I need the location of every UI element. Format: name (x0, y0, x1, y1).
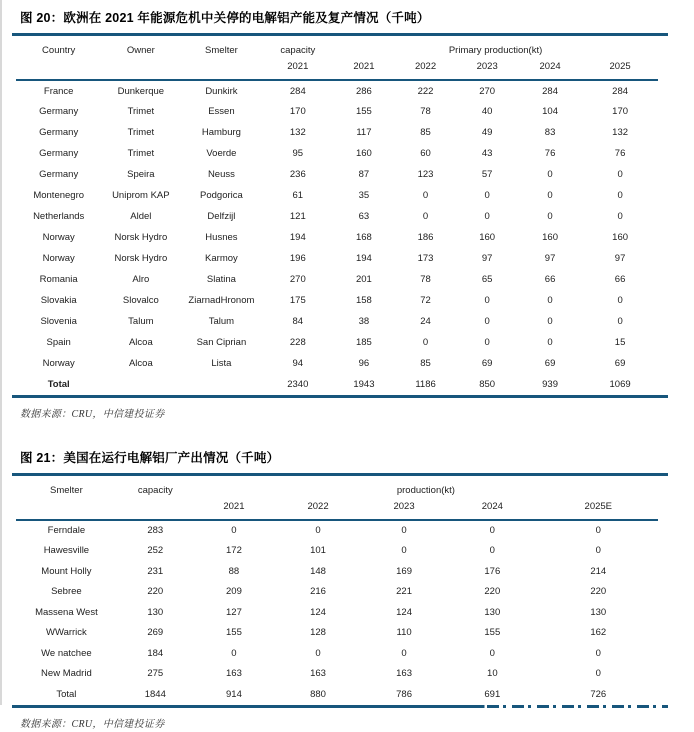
table-cell: 284 (542, 85, 558, 97)
table-cell: 220 (590, 586, 607, 598)
us-table-total (16, 684, 658, 705)
table-cell: 128 (310, 627, 326, 639)
table-cell: Total (47, 379, 70, 390)
table-cell: Germany (39, 148, 79, 159)
table-cell: 0 (617, 169, 623, 180)
table-row (16, 269, 658, 290)
table-cell: 104 (542, 106, 558, 117)
table-cell: 57 (481, 169, 493, 180)
europe-smelters-table (16, 36, 658, 395)
table-cell: 0 (547, 169, 553, 180)
table-cell: 0 (489, 545, 495, 557)
table-cell: 163 (396, 668, 412, 680)
col-header-production: production(kt) (396, 484, 455, 496)
table-row (16, 332, 658, 353)
year-header-2021: 2021 (194, 498, 274, 520)
table-cell: 2340 (287, 379, 309, 390)
table-cell: Hawesville (43, 545, 90, 557)
table-cell: 160 (355, 148, 372, 159)
table-cell: Mount Holly (41, 565, 92, 577)
table-cell: 214 (590, 565, 607, 577)
table-cell: San Ciprian (196, 337, 247, 348)
table-row (16, 227, 658, 248)
table-cell: 155 (355, 106, 372, 117)
table-cell: 726 (590, 688, 607, 700)
table-cell: 130 (590, 606, 607, 618)
table-cell: Voerde (206, 148, 237, 159)
table-cell: 127 (226, 606, 242, 618)
table-cell: 169 (396, 565, 412, 577)
table-cell: 158 (355, 295, 372, 306)
table-cell: 284 (289, 85, 306, 97)
table-cell: 97 (481, 253, 493, 264)
table-cell: 170 (612, 106, 629, 117)
table-cell: Trimet (127, 127, 155, 138)
europe-table-header (16, 36, 658, 80)
table-cell: 124 (396, 606, 412, 618)
figure-20 (20, 6, 668, 422)
table-cell: 0 (231, 647, 237, 659)
table-row (16, 185, 658, 206)
table-cell: 0 (401, 525, 407, 537)
table-cell: 0 (422, 190, 429, 201)
table-cell: 162 (590, 627, 607, 639)
figure-21-title: 图 21：美国在运行电解铝厂产出情况（千吨） (20, 451, 280, 465)
table-row (16, 602, 658, 623)
table-cell: 1069 (609, 379, 631, 390)
table-row (16, 164, 658, 185)
table-row (16, 80, 658, 101)
table-cell: Delfzijl (207, 211, 236, 222)
table-cell: 38 (358, 316, 370, 327)
col-header-smelter: Smelter (50, 484, 83, 496)
table-cell: 252 (147, 545, 164, 557)
table-row (16, 520, 658, 541)
table-cell: Essen (208, 106, 235, 117)
table-cell: 0 (401, 647, 407, 659)
table-cell: 176 (484, 565, 501, 577)
table-cell: 123 (417, 169, 434, 180)
table-cell: 66 (544, 274, 556, 285)
table-row (16, 122, 658, 143)
table-cell: Sebree (51, 586, 82, 598)
table-cell: 880 (310, 688, 326, 700)
table-cell: Slatina (206, 274, 236, 285)
table-cell: 0 (484, 295, 490, 306)
table-row (16, 290, 658, 311)
table-cell: 155 (484, 627, 501, 639)
year-header-capacity-2021: 2021 (263, 58, 334, 80)
table-cell: 209 (226, 586, 242, 598)
table-cell: 0 (484, 211, 490, 222)
table-cell: 163 (226, 668, 242, 680)
table-row (16, 101, 658, 122)
table-cell: 1943 (353, 379, 375, 390)
table-row (16, 643, 658, 664)
table-row (16, 664, 658, 685)
figure-21 (20, 446, 668, 732)
table-cell: 94 (292, 358, 304, 369)
table-cell: 786 (396, 688, 412, 700)
table-row (16, 582, 658, 603)
table-cell: Germany (39, 127, 79, 138)
table-cell: 84 (292, 316, 304, 327)
figure-20-source: 数据来源：CRU，中信建投证券 (20, 409, 165, 420)
table-cell: 0 (315, 647, 321, 659)
table-cell: 201 (355, 274, 372, 285)
table-cell: 0 (617, 295, 623, 306)
table-cell: 85 (420, 358, 431, 369)
table-cell: Germany (39, 106, 79, 117)
table-cell: 0 (547, 337, 553, 348)
us-table-body (16, 520, 658, 684)
table-cell: 220 (147, 586, 164, 598)
table-row (16, 374, 658, 395)
table-cell: 0 (595, 668, 601, 680)
table-cell: 0 (617, 316, 623, 327)
table-cell: 270 (479, 85, 496, 97)
table-cell: 160 (479, 232, 496, 243)
year-header-2023: 2023 (456, 58, 518, 80)
table-cell: 0 (617, 211, 623, 222)
table-cell: Ferndale (47, 525, 86, 537)
table-cell: 691 (484, 688, 501, 700)
table-cell: 0 (547, 295, 553, 306)
europe-table-body (16, 80, 658, 374)
table-cell: 284 (612, 85, 629, 97)
year-header-2023: 2023 (362, 498, 446, 520)
year-header-2024: 2024 (446, 498, 538, 520)
table-cell: 175 (289, 295, 306, 306)
table-cell: 69 (481, 358, 493, 369)
table-row (16, 206, 658, 227)
table-cell: Alcoa (128, 358, 153, 369)
header-row-groups (16, 36, 658, 58)
table-cell: 69 (614, 358, 626, 369)
table-cell: 65 (481, 274, 493, 285)
year-header-2021: 2021 (333, 58, 395, 80)
table-cell: 121 (289, 211, 306, 222)
table-cell: Alcoa (128, 337, 153, 348)
table-cell: 40 (481, 106, 493, 117)
table-row (16, 248, 658, 269)
table-cell: Karmoy (205, 253, 238, 264)
table-cell: 1844 (144, 688, 166, 700)
table-cell: Netherlands (33, 211, 85, 222)
table-cell: 228 (289, 337, 306, 348)
table-cell: 194 (355, 253, 372, 264)
table-cell: 172 (226, 545, 242, 557)
figure-20-title: 图 20：欧洲在 2021 年能源危机中关停的电解铝产能及复产情况（千吨） (20, 11, 430, 25)
table-cell: 0 (547, 316, 553, 327)
table-cell: Slovalco (122, 295, 159, 306)
header-row-years (16, 498, 658, 520)
table-cell: 914 (226, 688, 242, 700)
table-cell: 69 (544, 358, 556, 369)
table-cell: 66 (614, 274, 626, 285)
table-cell: 43 (481, 148, 493, 159)
table-cell: Husnes (205, 232, 238, 243)
table-cell: 10 (487, 668, 498, 680)
col-header-country: Country (42, 44, 76, 56)
empty-header-cell (180, 58, 262, 80)
header-row-groups (16, 476, 658, 498)
table-cell: 76 (614, 148, 626, 159)
figure-21-source: 数据来源：CRU，中信建投证券 (20, 718, 165, 730)
table-cell: 0 (489, 525, 495, 537)
table-cell: 0 (547, 211, 553, 222)
table-cell: 85 (420, 127, 431, 138)
table-cell: Massena West (35, 606, 98, 618)
table-cell: 0 (422, 337, 429, 348)
table-row (16, 561, 658, 582)
section-spacer (20, 436, 668, 446)
us-smelters-table (16, 476, 658, 705)
table-cell: Alro (132, 274, 150, 285)
table-cell: Talum (208, 316, 235, 327)
table-cell: Trimet (127, 148, 155, 159)
year-header-2022: 2022 (395, 58, 457, 80)
table-cell: 231 (147, 565, 164, 577)
table-cell: 49 (481, 127, 493, 138)
table-row (16, 353, 658, 374)
empty-header-cell (101, 58, 180, 80)
table-cell: 88 (228, 565, 240, 577)
table-cell: 117 (356, 127, 372, 138)
table-cell: Uniprom KAP (112, 190, 170, 201)
table-cell: Speira (127, 169, 155, 180)
table-cell: Norsk Hydro (114, 253, 168, 264)
table-cell: 160 (542, 232, 558, 243)
table-cell: Norway (42, 253, 75, 264)
table-cell: 97 (544, 253, 556, 264)
empty-header-cell (117, 498, 194, 520)
table-row (16, 143, 658, 164)
table-cell: 72 (420, 295, 431, 306)
table-cell: Dunkerque (117, 85, 165, 97)
col-header-capacity: capacity (280, 44, 316, 56)
table-cell: France (43, 85, 74, 97)
year-header-2025: 2025 (582, 58, 658, 80)
table-cell: 130 (147, 606, 164, 618)
table-cell: 148 (310, 565, 326, 577)
table-cell: 939 (542, 379, 558, 390)
table-cell: 0 (617, 190, 623, 201)
table-cell: 78 (420, 274, 431, 285)
table-cell: 124 (310, 606, 326, 618)
table-cell: 160 (612, 232, 629, 243)
table-cell: 173 (417, 253, 434, 264)
table-cell: 1186 (415, 379, 436, 390)
table-cell: 163 (310, 668, 326, 680)
table-cell: 275 (147, 668, 164, 680)
table-row (16, 684, 658, 705)
table-cell: 216 (310, 586, 326, 598)
table-cell: 83 (544, 127, 556, 138)
table-cell: New Madrid (41, 668, 92, 680)
table-row (16, 311, 658, 332)
table-cell: 270 (289, 274, 306, 285)
table-cell: 196 (289, 253, 306, 264)
table-cell: Podgorica (200, 190, 243, 201)
table-cell: WWarrick (45, 627, 87, 639)
table-cell: 850 (479, 379, 496, 390)
table-cell: Aldel (130, 211, 152, 222)
table-cell: 283 (147, 525, 164, 537)
col-header-owner: Owner (126, 44, 155, 56)
col-header-capacity: capacity (137, 484, 173, 496)
table-cell: 155 (226, 627, 242, 639)
table-cell: Romania (39, 274, 78, 285)
table-cell: 101 (310, 545, 326, 557)
table-cell: 0 (595, 525, 601, 537)
table-cell: 186 (417, 232, 434, 243)
table-cell: 95 (292, 148, 304, 159)
table-cell: 0 (489, 647, 495, 659)
table-cell: 15 (614, 337, 626, 348)
table-cell: 0 (595, 647, 601, 659)
table-cell: Neuss (207, 169, 235, 180)
table-cell: Hamburg (201, 127, 241, 138)
table-cell: Germany (39, 169, 79, 180)
table-cell: Norway (42, 358, 75, 369)
table-cell: 0 (315, 525, 321, 537)
table-cell: Lista (211, 358, 232, 369)
table-cell: 0 (422, 211, 429, 222)
col-header-primary-production: Primary production(kt) (448, 44, 543, 56)
table-cell: Total (56, 688, 77, 700)
table-cell: 97 (614, 253, 626, 264)
header-row-years (16, 58, 658, 80)
table-cell (180, 374, 262, 395)
table-cell: 222 (417, 85, 434, 97)
table-cell: 236 (289, 169, 306, 180)
table-cell: Montenegro (33, 190, 85, 201)
year-header-2025E: 2025E (539, 498, 658, 520)
europe-table-total (16, 374, 658, 395)
table-cell: Norway (42, 232, 75, 243)
table-cell: 132 (612, 127, 629, 138)
table-cell: 221 (396, 586, 412, 598)
table-cell: We natchee (41, 647, 92, 659)
table-cell: 87 (358, 169, 370, 180)
table-cell: 78 (420, 106, 431, 117)
us-table-header (16, 476, 658, 520)
table-cell: Trimet (127, 106, 155, 117)
table-cell: 286 (355, 85, 372, 97)
table-cell: 184 (147, 647, 164, 659)
table-cell: 0 (595, 545, 601, 557)
empty-header-cell (16, 498, 117, 520)
table-cell: Slovenia (40, 316, 77, 327)
table-cell: 0 (401, 545, 407, 557)
table-cell: Slovakia (40, 295, 77, 306)
year-header-2022: 2022 (274, 498, 362, 520)
table-cell: 110 (396, 627, 412, 639)
table-cell: 132 (289, 127, 306, 138)
table-cell: 130 (484, 606, 501, 618)
table-cell: 168 (355, 232, 372, 243)
table-cell: 194 (289, 232, 306, 243)
table-cell: 0 (484, 316, 490, 327)
year-header-2024: 2024 (518, 58, 582, 80)
table-cell: 60 (420, 148, 431, 159)
table-row (16, 623, 658, 644)
table-cell: 76 (544, 148, 556, 159)
empty-header-cell (16, 58, 101, 80)
table-cell: 0 (484, 190, 490, 201)
table-row (16, 541, 658, 562)
table-cell: Norsk Hydro (114, 232, 168, 243)
table-cell: 185 (355, 337, 372, 348)
col-header-smelter: Smelter (205, 44, 238, 56)
table-cell: 269 (147, 627, 164, 639)
table-cell: Talum (128, 316, 154, 327)
table-cell: 0 (547, 190, 553, 201)
table-cell: 24 (420, 316, 431, 327)
table-cell: 63 (358, 211, 370, 222)
table-cell: 220 (484, 586, 501, 598)
table-cell: 35 (358, 190, 370, 201)
table-cell: 61 (292, 190, 304, 201)
table-cell: Dunkirk (205, 85, 238, 97)
table-cell: ZiarnadHronom (188, 295, 255, 306)
table-cell: 96 (358, 358, 370, 369)
table-cell: Spain (46, 337, 71, 348)
table-cell: 170 (289, 106, 306, 117)
table-cell (101, 374, 180, 395)
table-cell: 0 (484, 337, 490, 348)
table-cell: 0 (231, 525, 237, 537)
